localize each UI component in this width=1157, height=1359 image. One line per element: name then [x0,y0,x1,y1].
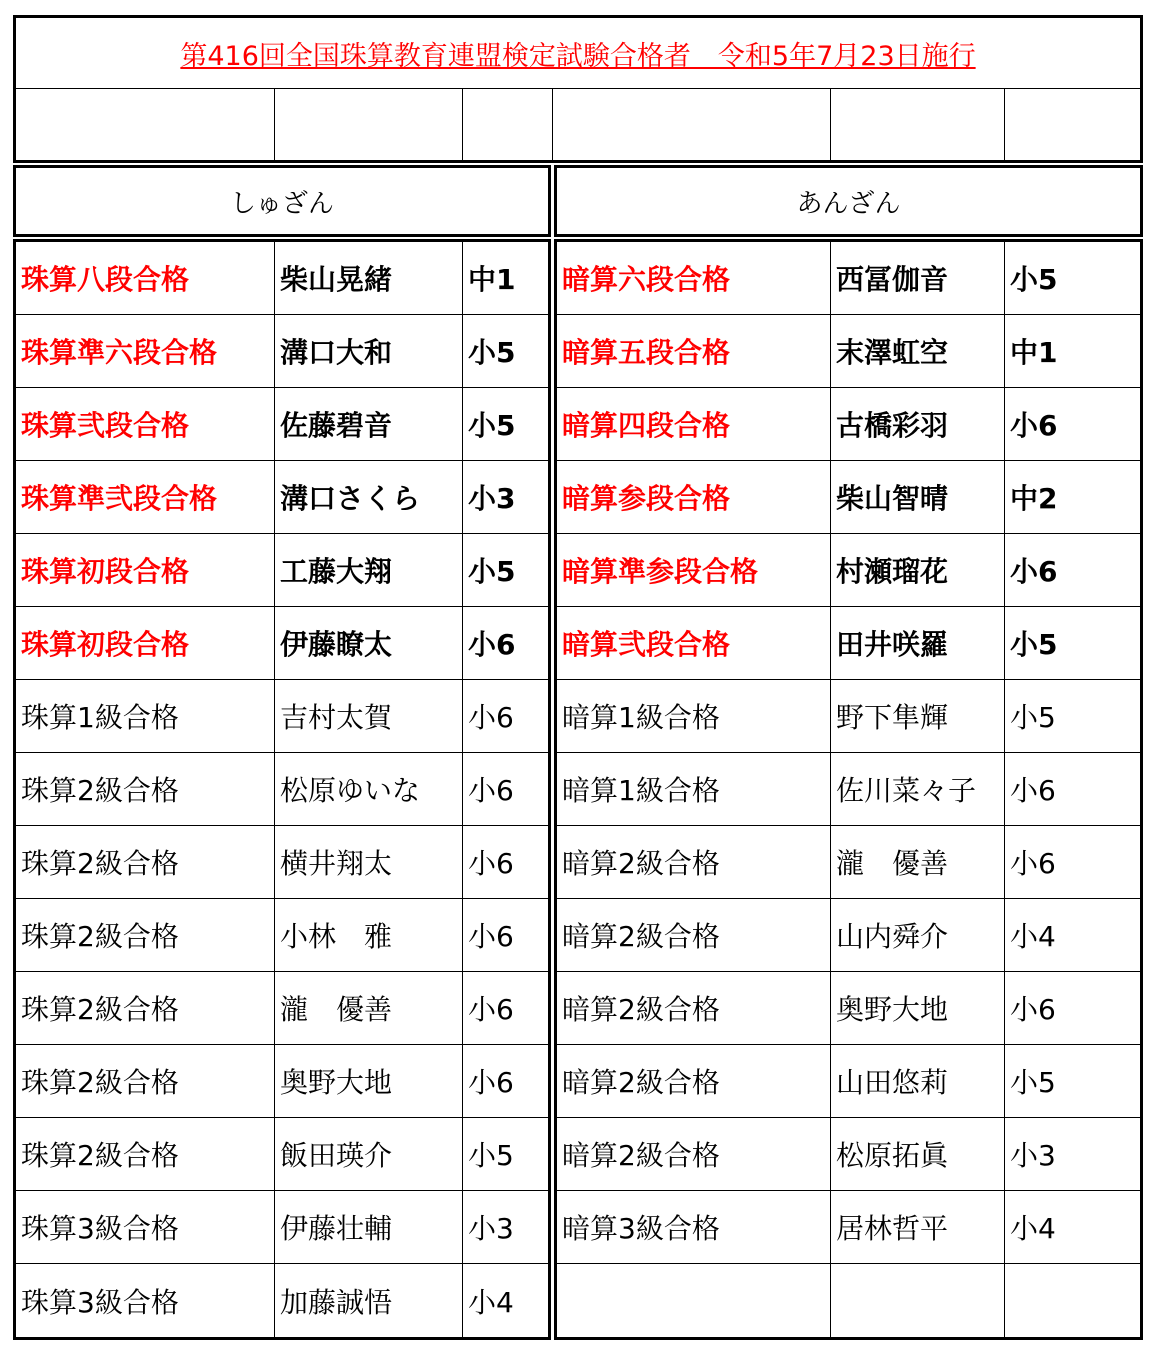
anzan-level: 暗算五段合格 [557,315,831,387]
shuzan-grade: 小5 [468,336,516,369]
anzan-grade: 小6 [1010,993,1056,1026]
anzan-name: 居林哲平 [831,1191,1005,1263]
anzan-header [554,165,1143,237]
table-row [16,534,548,607]
anzan-grade: 中2 [1010,482,1058,515]
title-block [13,15,1143,163]
anzan-name: 瀧 優善 [831,826,1005,898]
anzan-name: 佐川菜々子 [831,753,1005,825]
shuzan-level: 珠算2級合格 [16,1118,275,1190]
anzan-name: 田井咲羅 [831,607,1005,679]
anzan-results-table [554,239,1143,1340]
blank-cell [16,89,275,160]
anzan-name: 柴山智晴 [831,461,1005,533]
table-row [557,1191,1140,1264]
table-row [557,242,1140,315]
shuzan-level: 珠算2級合格 [16,826,275,898]
table-row [557,315,1140,388]
anzan-level: 暗算準参段合格 [557,534,831,606]
shuzan-name: 佐藤碧音 [275,388,463,460]
shuzan-grade: 小3 [468,1212,514,1245]
anzan-level: 暗算六段合格 [557,242,831,314]
blank-cell [275,89,463,160]
shuzan-level: 珠算2級合格 [16,899,275,971]
table-row [557,388,1140,461]
table-row [16,1191,548,1264]
anzan-grade: 小6 [1010,409,1058,442]
shuzan-level: 珠算2級合格 [16,972,275,1044]
anzan-level: 暗算2級合格 [557,1045,831,1117]
shuzan-name: 溝口大和 [275,315,463,387]
anzan-grade: 小5 [1010,701,1056,734]
table-row [557,534,1140,607]
anzan-heading: あんざん [796,188,901,219]
shuzan-name: 飯田瑛介 [275,1118,463,1190]
shuzan-results-table [13,239,551,1340]
shuzan-level: 珠算1級合格 [16,680,275,752]
shuzan-name: 小林 雅 [275,899,463,971]
shuzan-header [13,165,551,237]
anzan-name: 村瀬瑠花 [831,534,1005,606]
shuzan-level: 珠算2級合格 [16,1045,275,1117]
table-row [557,826,1140,899]
blank-cell [463,89,553,160]
shuzan-grade: 中1 [468,263,516,296]
anzan-name: 西冨伽音 [831,242,1005,314]
anzan-level: 暗算2級合格 [557,1118,831,1190]
table-row [557,972,1140,1045]
table-row [16,1045,548,1118]
shuzan-level: 珠算2級合格 [16,753,275,825]
anzan-level: 暗算1級合格 [557,680,831,752]
anzan-level: 暗算参段合格 [557,461,831,533]
anzan-name: 末澤虹空 [831,315,1005,387]
blank-row [16,89,1140,160]
table-row [557,899,1140,972]
table-row [557,753,1140,826]
anzan-grade: 小3 [1010,1139,1056,1172]
anzan-name: 山田悠莉 [831,1045,1005,1117]
shuzan-grade: 小6 [468,920,514,953]
anzan-level: 暗算1級合格 [557,753,831,825]
table-row [557,461,1140,534]
table-row [16,461,548,534]
shuzan-level: 珠算準六段合格 [16,315,275,387]
shuzan-level: 珠算準弐段合格 [16,461,275,533]
shuzan-name: 吉村太賀 [275,680,463,752]
anzan-level: 暗算2級合格 [557,899,831,971]
table-row [557,680,1140,753]
table-row [16,899,548,972]
shuzan-heading: しゅざん [229,188,334,219]
shuzan-grade: 小6 [468,628,516,661]
anzan-grade: 小5 [1010,1066,1056,1099]
shuzan-grade: 小4 [468,1285,514,1319]
shuzan-name: 松原ゆいな [275,753,463,825]
table-row [16,972,548,1045]
shuzan-level: 珠算初段合格 [16,534,275,606]
shuzan-grade: 小6 [468,1066,514,1099]
table-row [16,242,548,315]
shuzan-name: 奥野大地 [275,1045,463,1117]
anzan-level: 暗算弐段合格 [557,607,831,679]
empty-table-row [557,1264,1140,1337]
shuzan-grade: 小6 [468,993,514,1026]
table-row [16,388,548,461]
shuzan-grade: 小5 [468,555,516,588]
table-row [16,826,548,899]
document-title: 第416回全国珠算教育連盟検定試験合格者 令和5年7月23日施行 [180,40,976,72]
anzan-grade: 小6 [1010,847,1056,880]
shuzan-name: 柴山晃緒 [275,242,463,314]
shuzan-grade: 小5 [468,1139,514,1172]
anzan-level: 暗算2級合格 [557,826,831,898]
anzan-grade: 小6 [1010,774,1056,807]
shuzan-level: 珠算初段合格 [16,607,275,679]
shuzan-grade: 小6 [468,774,514,807]
shuzan-name: 工藤大翔 [275,534,463,606]
shuzan-level: 珠算3級合格 [16,1264,275,1337]
table-row [557,607,1140,680]
shuzan-grade: 小3 [468,482,516,515]
anzan-level: 暗算3級合格 [557,1191,831,1263]
anzan-grade: 小6 [1010,555,1058,588]
shuzan-level: 珠算3級合格 [16,1191,275,1263]
table-row [16,1264,548,1337]
shuzan-grade: 小6 [468,847,514,880]
blank-cell [831,89,1005,160]
table-row [557,1045,1140,1118]
shuzan-level: 珠算弐段合格 [16,388,275,460]
anzan-level: 暗算四段合格 [557,388,831,460]
shuzan-level: 珠算八段合格 [16,242,275,314]
shuzan-name: 溝口さくら [275,461,463,533]
anzan-level: 暗算2級合格 [557,972,831,1044]
anzan-grade: 小5 [1010,628,1058,661]
anzan-grade: 小4 [1010,1212,1056,1245]
table-row [16,680,548,753]
shuzan-name: 横井翔太 [275,826,463,898]
anzan-name: 松原拓眞 [831,1118,1005,1190]
anzan-grade: 小4 [1010,920,1056,953]
shuzan-name: 伊藤壮輔 [275,1191,463,1263]
blank-cell [1005,89,1140,160]
anzan-name: 古橋彩羽 [831,388,1005,460]
anzan-grade: 小5 [1010,263,1058,296]
empty-cell [557,1264,831,1337]
table-row [16,607,548,680]
table-row [16,1118,548,1191]
empty-cell [1005,1264,1140,1337]
shuzan-name: 伊藤瞭太 [275,607,463,679]
blank-cell [553,89,831,160]
shuzan-name: 瀧 優善 [275,972,463,1044]
anzan-grade: 中1 [1010,336,1058,369]
table-row [557,1118,1140,1191]
title-row [16,18,1140,89]
table-row [16,315,548,388]
shuzan-grade: 小5 [468,409,516,442]
anzan-name: 野下隼輝 [831,680,1005,752]
anzan-name: 奥野大地 [831,972,1005,1044]
shuzan-grade: 小6 [468,701,514,734]
anzan-name: 山内舜介 [831,899,1005,971]
table-row [16,753,548,826]
empty-cell [831,1264,1005,1337]
shuzan-name: 加藤誠悟 [275,1264,463,1337]
